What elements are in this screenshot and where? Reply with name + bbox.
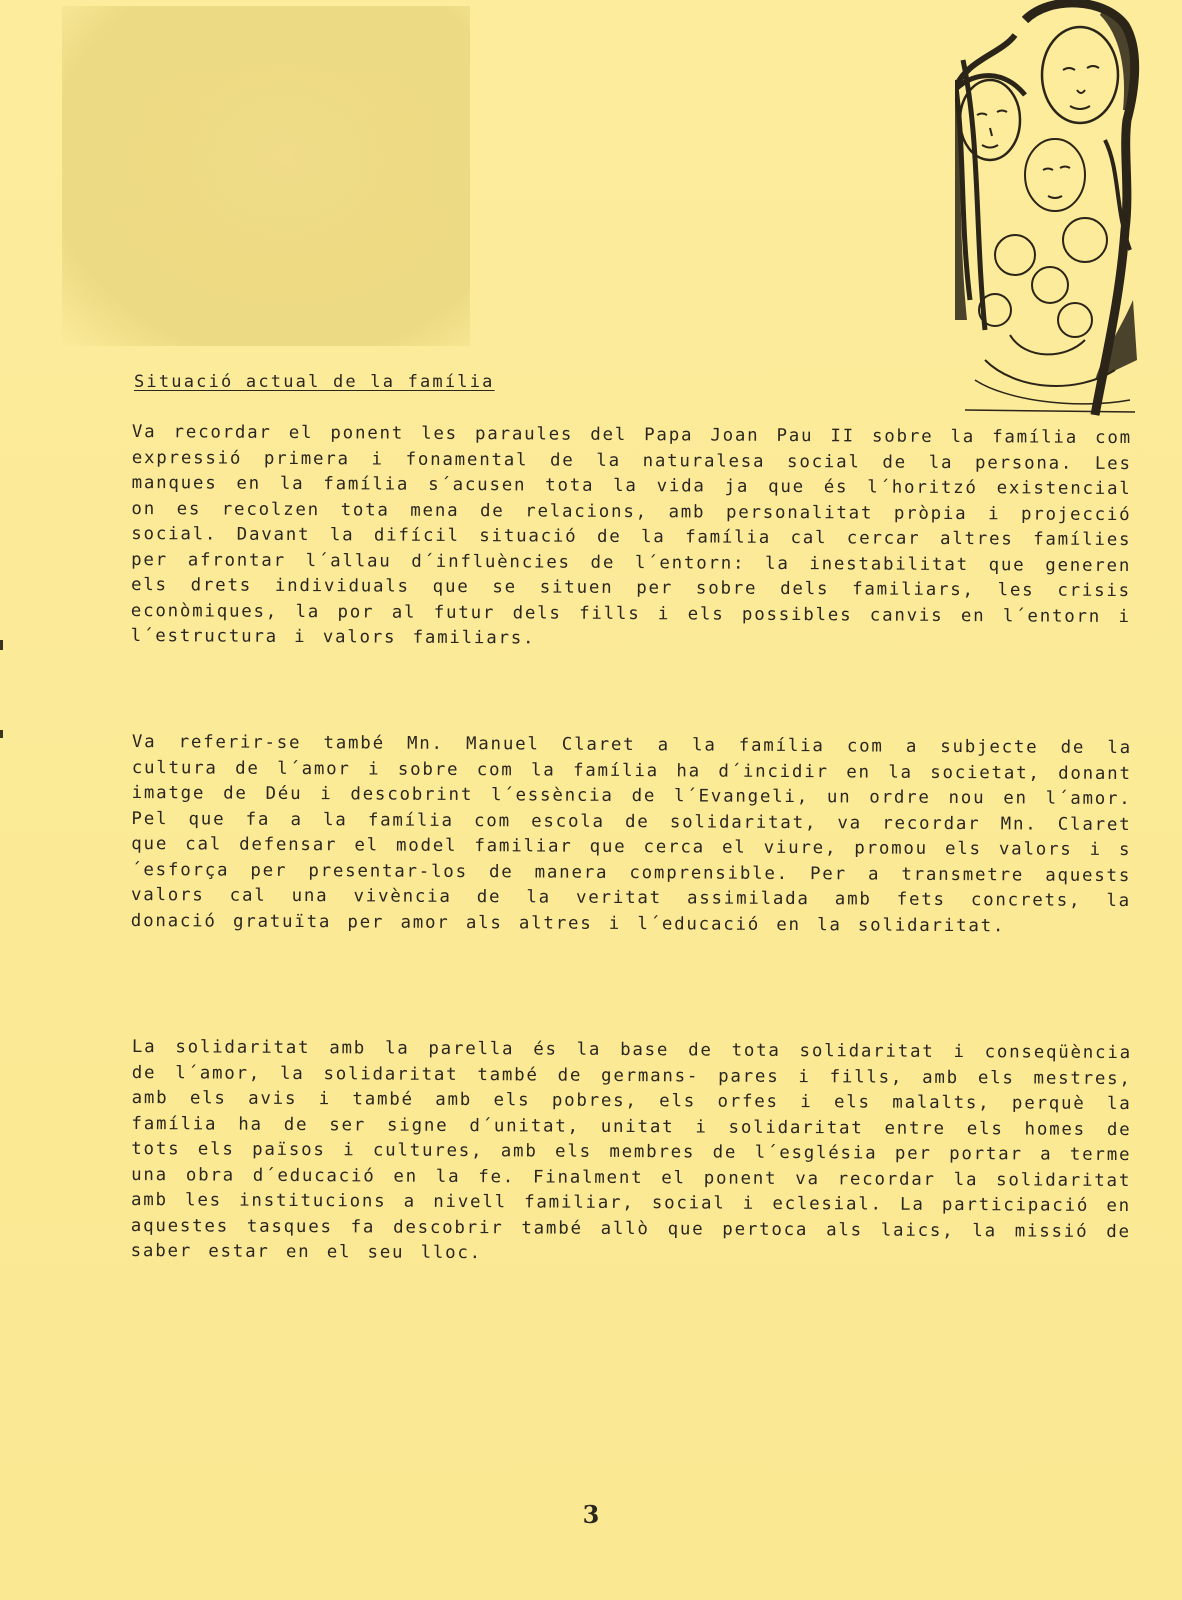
paragraph-3: La solidaritat amb la parella és la base de tota solidaritat i conseqüència de l´amor, la solidaritat també de germans- pares i fills, amb els mestres, amb els avis i també amb els pobres, els orfes i els malalts, perquè la família ha de ser signe d´unitat, unitat i solidaritat entre els homes de tots els països i cultures, amb els membres de l´església per portar a terme una obra d´educació en la fe. Finalment el ponent va recordar la solidaritat amb les institucions a nivell familiar, social i eclesial. La participació en aquestes tasques fa descobrir també allò que pertoca als laics, la missió de saber estar en el seu lloc.: [130, 1037, 1132, 1264]
section-heading: Situació actual de la família: [134, 372, 495, 392]
page-number: 3: [582, 1500, 600, 1529]
family-faces-illustration-icon: [955, 0, 1145, 425]
faded-photo-background: [62, 6, 470, 346]
paragraph-1: Va recordar el ponent les paraules del Papa Joan Pau II sobre la família com expressió primera i fonamental de la naturalesa social de la persona. Les manques en la família s´acusen tota la vida ja que és l´horitzó existencial on es recolzen tota mena de relacions, amb personalitat pròpia i projecció social. Davant la difícil situació de la família cal cercar altres famílies per afrontar l´allau d´influències de l´entorn: la inestabilitat que generen els drets individuals que se situen per sobre dels familiars, les crisis econòmiques, la por al futur dels fills i els possibles canvis en l´entorn i l´estructura i valors familiars.: [130, 421, 1132, 649]
binding-mark: [0, 640, 3, 650]
binding-mark: [0, 730, 3, 738]
paragraph-2: Va referir-se també Mn. Manuel Claret a la família com a subjecte de la cultura de l´amor i sobre com la família ha d´incidir en la societat, donant imatge de Déu i descobrint l´essència de l´Evangeli, un ordre nou en l´amor. Pel que fa a la família com escola de solidaritat, va recordar Mn. Claret que cal defensar el model familiar que cerca el viure, promou els valors i s´esforça per presentar-los de manera comprensible. Per a transmetre aquests valors cal una vivència de la veritat assimilada amb fets concrets, la donació gratuïta per amor als altres i l´educació en la solidaritat.: [130, 731, 1132, 936]
